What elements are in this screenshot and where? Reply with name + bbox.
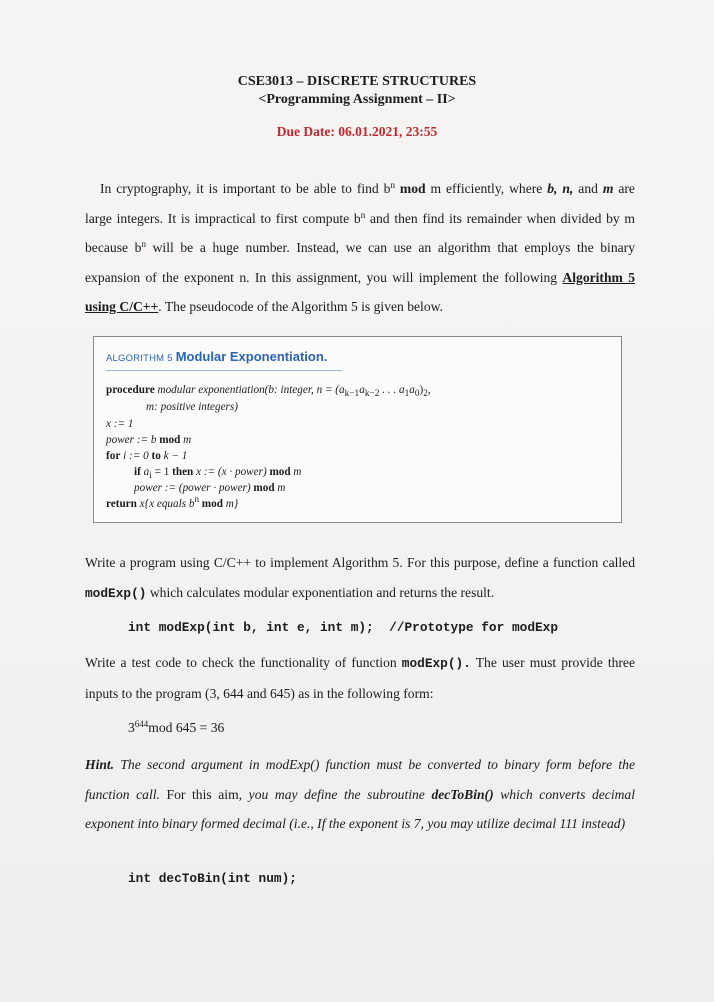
algo-line-return: return x{x equals $b^n$ mod m} — [106, 494, 239, 510]
hint-paragraph: Hint. The second argument in modExp() function must be converted to binary form before the function call. For this aim, you may define the subroutine decToBin() which converts decimal exponent into binary formed decimal (i.e., If the exponent is 7, you may utilize decimal 111 instead) — [85, 757, 635, 831]
algo-line-for: for i := 0 to k − 1 — [106, 450, 188, 462]
algorithm-header — [106, 349, 342, 371]
algorithm-name: Modular Exponentiation. — [175, 349, 328, 364]
course-title: CSE3013 – DISCRETE STRUCTURES — [237, 74, 477, 89]
modexp-inline-code: modExp() — [85, 585, 147, 601]
intro-paragraph: In cryptography, it is important to be able to find $b^n$ mod m efficiently, where b, n, and m are large integers. It is impractical to first compute $b^n$ and then find its remainder when divided by m because $b^n$ will be a huge number. Instead, we can use an algorithm that employs the binary expansion of the exponent n. In this assignment, you will implement the following Algorithm 5 using C/C++. The pseudocode of the Algorithm 5 is given below. — [85, 180, 636, 314]
dectobin-inline: decToBin() — [431, 786, 494, 802]
example-formula: $3^{644}mod$ 645 = 36 — [128, 719, 225, 735]
test-paragraph: Write a test code to check the functionality of function modExp(). The user must provide three inputs to the program (3, 644 and 645) as in the following form: — [85, 655, 635, 701]
task-paragraph: Write a program using C/C++ to implement Algorithm 5. For this purpose, define a function called modExp() which calculates modular exponentiation and returns the result. — [85, 555, 635, 601]
algo-line-init-power: power := b mod m — [106, 434, 192, 446]
modexp-inline-code-2: modExp(). — [401, 656, 471, 671]
modexp-prototype-code: int modExp(int b, int e, int m); //Prototype for modExp — [128, 620, 559, 635]
algo-line-if: if $a_i = 1$ then x := (x · power) mod m — [134, 466, 302, 482]
algorithm-link[interactable]: Algorithm 5 using C/C++ — [85, 269, 635, 314]
algorithm-box — [93, 336, 622, 523]
assignment-subtitle: <Programming Assignment – II> — [258, 92, 456, 107]
algorithm-label: ALGORITHM 5 — [106, 353, 173, 364]
algo-line-params: m: positive integers) — [146, 401, 238, 413]
dectobin-prototype-code: int decToBin(int num); — [128, 871, 297, 886]
algo-line-init-x: x := 1 — [106, 418, 134, 430]
algo-line-procedure: procedure modular exponentiation(b: integer, $n = (a_{k-1}a_{k-2}$ . . . $a_1a_0)_2$, — [106, 384, 431, 400]
due-date: Due Date: 06.01.2021, 23:55 — [276, 124, 438, 139]
algo-line-square: power := (power · power) mod m — [134, 482, 286, 494]
